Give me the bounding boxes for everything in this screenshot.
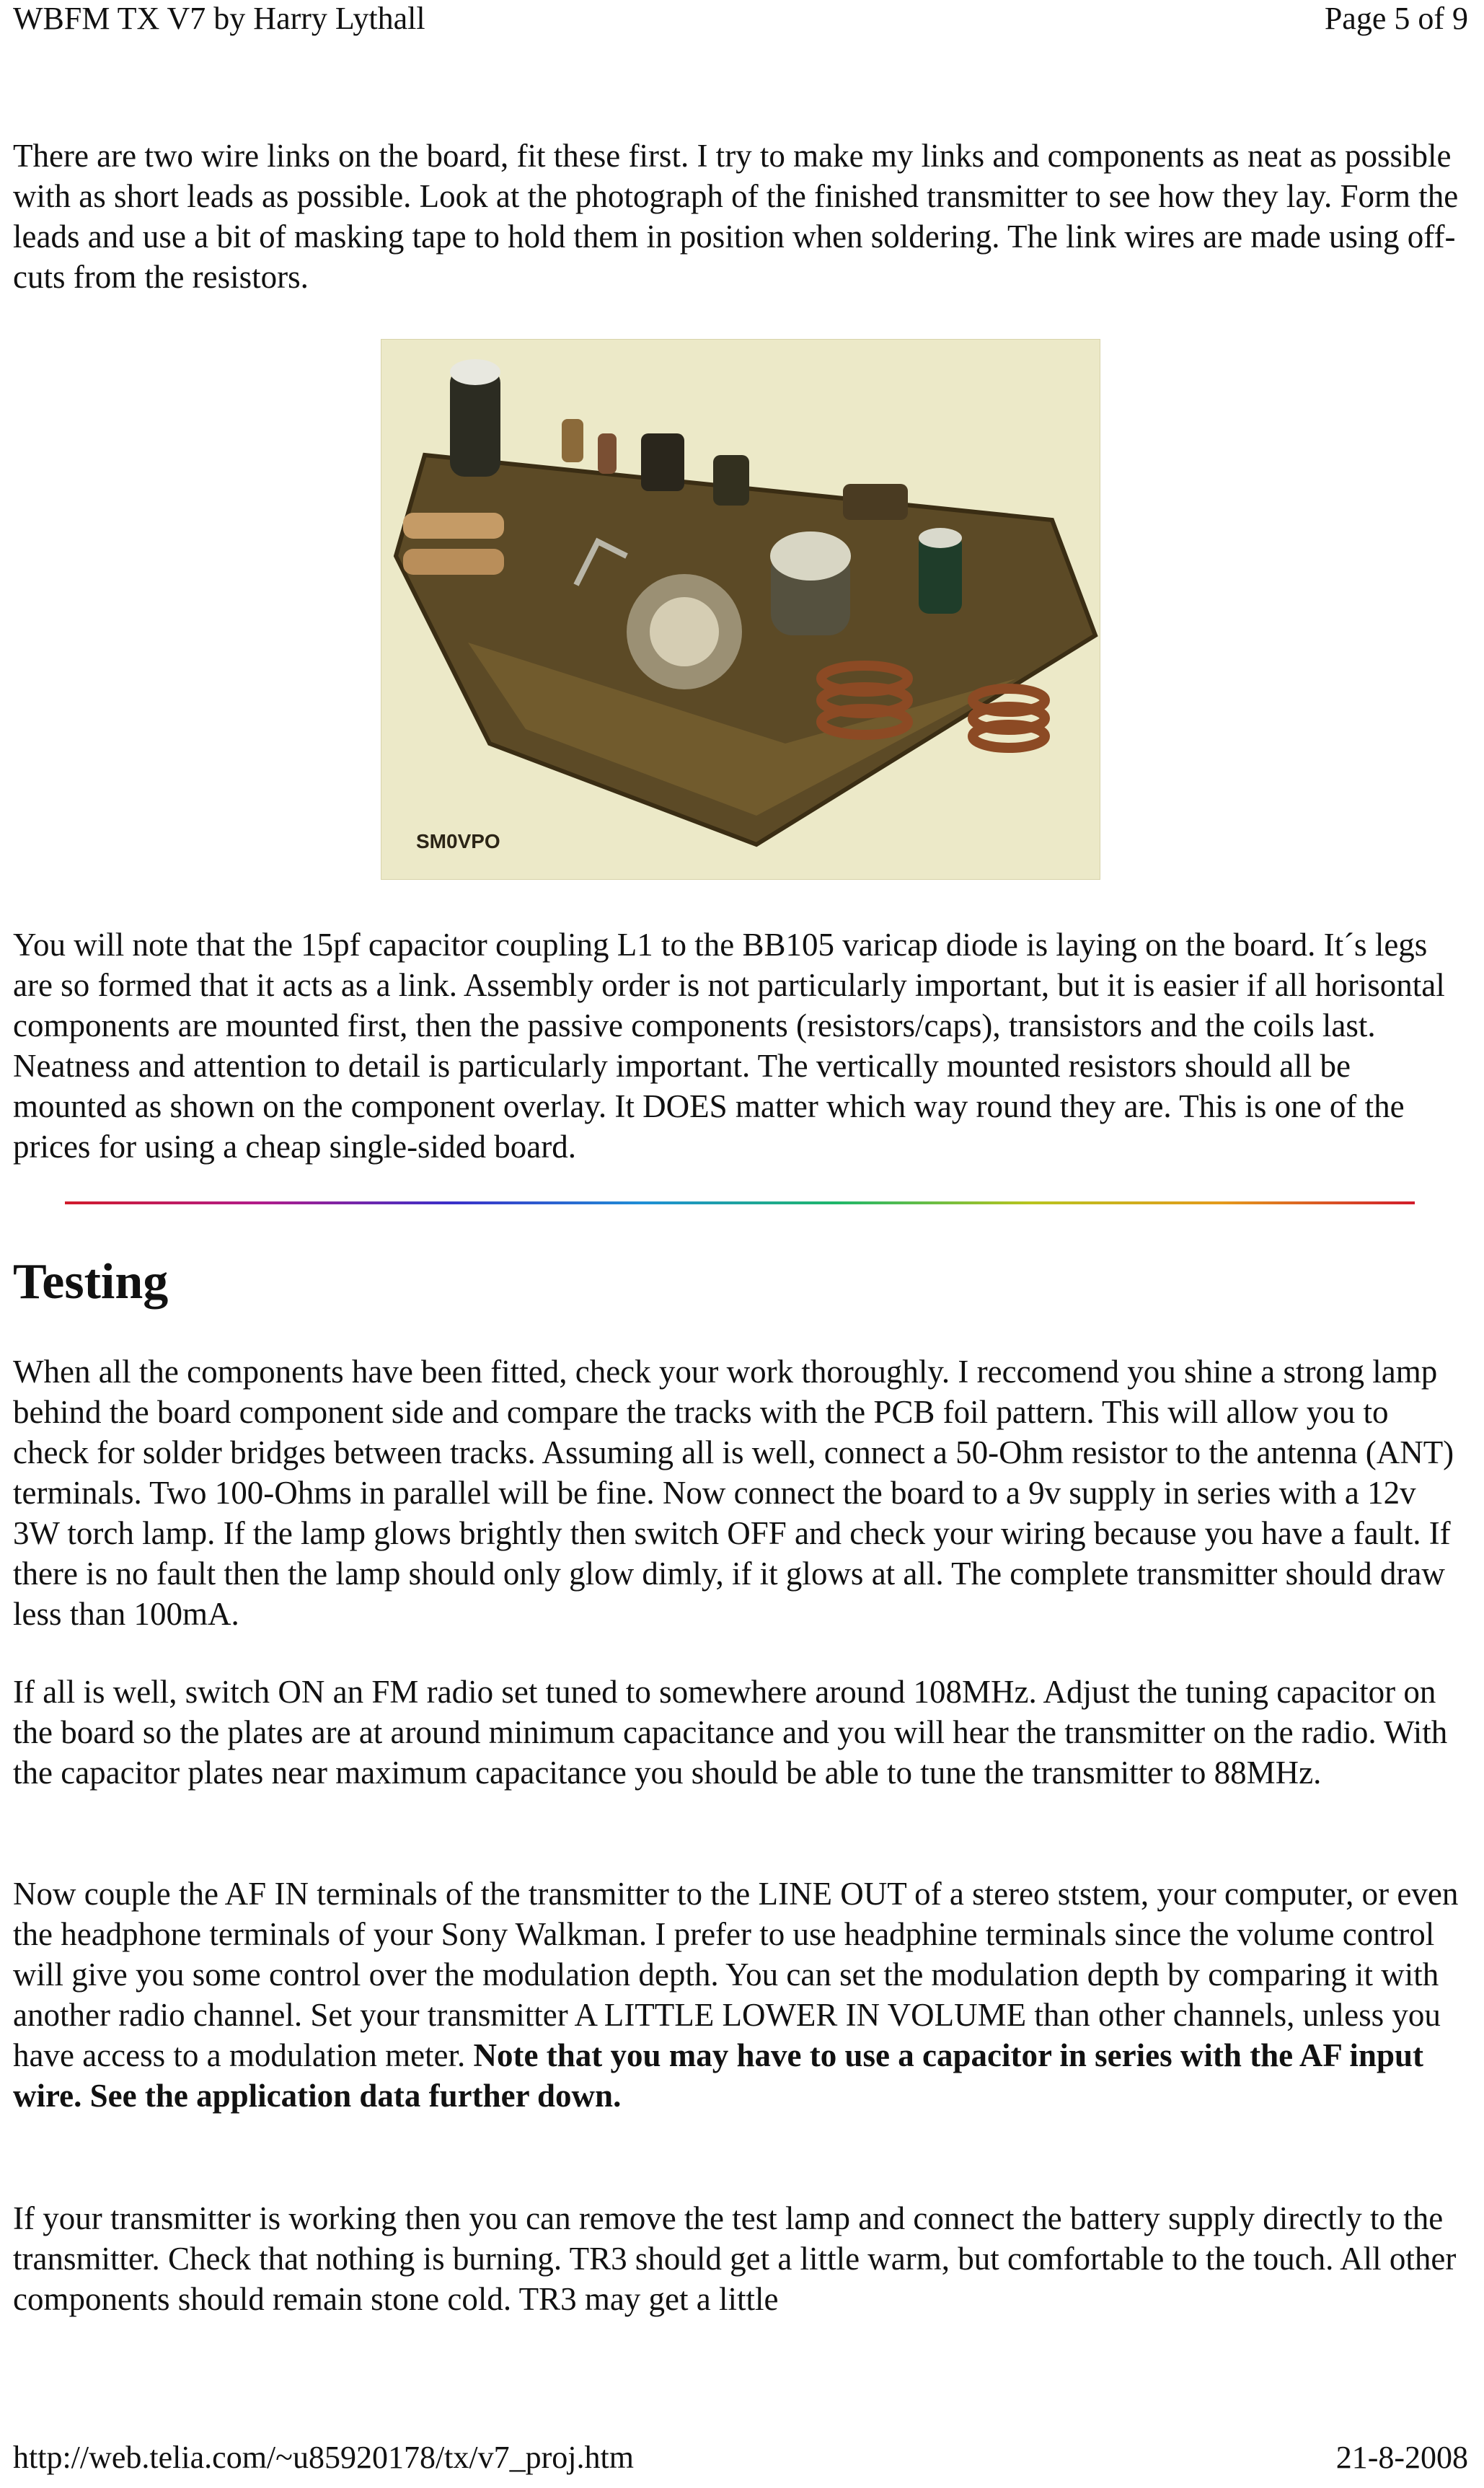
header-title: WBFM TX V7 by Harry Lythall xyxy=(13,1,425,36)
intro-paragraph: There are two wire links on the board, fit these first. I try to make my links and components as neat as possible with as short leads as possible. Look at the photograph of the finished transmitter to see how they lay. Form the leads and use a bit of masking tape to hold them in position when soldering. The link wires are made using off-cuts from the resistors. xyxy=(13,138,1459,295)
page-number: Page 5 of 9 xyxy=(1324,1,1468,36)
transmitter-photo xyxy=(381,339,1100,880)
testing-paragraph-3-text: Now couple the AF IN terminals of the transmitter to the LINE OUT of a stereo ststem, your computer, or even the headphone terminals of your Sony Walkman. I prefer to use headphine terminals since the volume control will give you some control over the modulation depth. You can set the modulation depth by comparing it with another radio channel. Set your transmitter A LITTLE LOWER IN VOLUME than other channels, unless you have access to a modulation meter. xyxy=(13,1876,1459,2073)
testing-paragraph-3 xyxy=(13,1874,1462,2116)
footer-url: http://web.telia.com/~u85920178/tx/v7_proj.htm xyxy=(13,2440,634,2475)
capacitor-note: Note that you may have to use a capacitor in series with the AF input wire. See the application data further down. xyxy=(13,2037,1423,2114)
pcb-illustration xyxy=(381,340,1100,879)
testing-heading: Testing xyxy=(13,1254,169,1310)
testing-paragraph-2: If all is well, switch ON an FM radio set tuned to somewhere around 108MHz. Adjust the tuning capacitor on the board so the plates are at around minimum capacitance and you will hear the transmitter on the radio. With the capacitor plates near maximum capacitance you should be able to tune the transmitter to 88MHz. xyxy=(13,1674,1448,1791)
rainbow-divider xyxy=(65,1201,1415,1204)
footer-date: 21-8-2008 xyxy=(1335,2440,1468,2475)
testing-paragraph-1: When all the components have been fitted, check your work thoroughly. I reccomend you shine a strong lamp behind the board component side and compare the tracks with the PCB foil pattern. This will allow you to check for solder bridges between tracks. Assuming all is well, connect a 50-Ohm resistor to the antenna (ANT) terminals. Two 100-Ohms in parallel will be fine. Now connect the board to a 9v supply in series with a 12v 3W torch lamp. If the lamp glows brightly then switch OFF and check your wiring because you have a fault. If there is no fault then the lamp should only glow dimly, if it glows at all. The complete transmitter should draw less than 100mA. xyxy=(13,1354,1454,1632)
assembly-paragraph: You will note that the 15pf capacitor coupling L1 to the BB105 varicap diode is laying on the board. It´s legs are so formed that it acts as a link. Assembly order is not particularly important, but it is easier if all horisontal components are mounted first, then the passive components (resistors/caps), transistors and the coils last. Neatness and attention to detail is particularly important. The vertically mounted resistors should all be mounted as shown on the component overlay. It DOES matter which way round they are. This is one of the prices for using a cheap single-sided board. xyxy=(13,927,1445,1165)
testing-paragraph-4: If your transmitter is working then you can remove the test lamp and connect the battery supply directly to the transmitter. Check that nothing is burning. TR3 should get a little warm, but comfortable to the touch. All other components should remain stone cold. TR3 may get a little xyxy=(13,2200,1457,2317)
photo-callsign-label: SM0VPO xyxy=(416,830,500,852)
